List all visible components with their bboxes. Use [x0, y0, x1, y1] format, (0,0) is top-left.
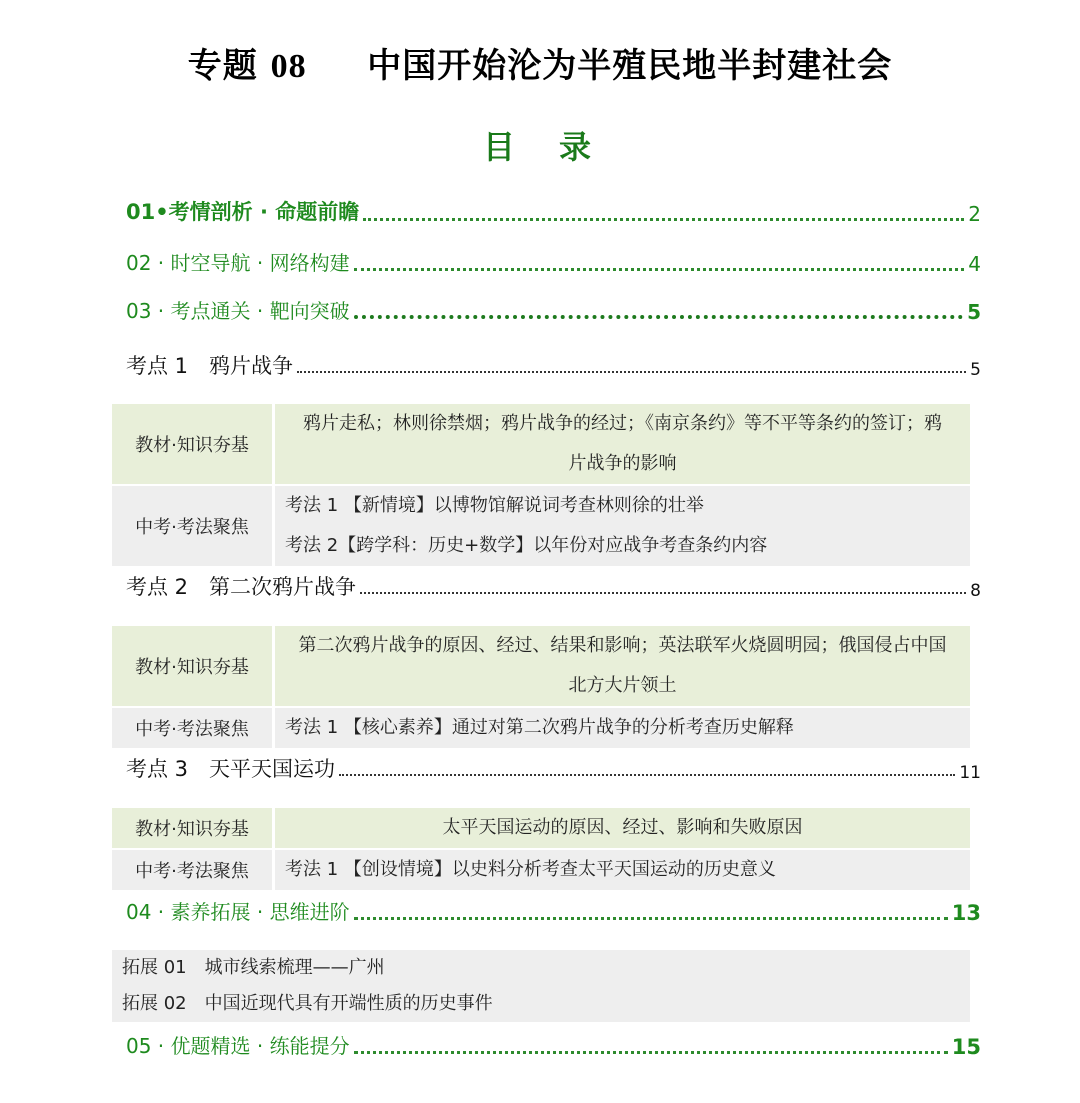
toc-kaodian-1[interactable] [126, 350, 981, 380]
title-text: 中国开始沦为半殖民地半封建社会 [367, 46, 893, 86]
toc-section-page: 2 [968, 202, 981, 226]
kaodian-3-table [112, 806, 970, 892]
toc-section-03[interactable] [126, 294, 981, 324]
toc-section-05[interactable] [126, 1029, 981, 1059]
toc-section-page: 5 [967, 300, 981, 324]
toc-section-01[interactable] [126, 196, 981, 226]
row-content [272, 708, 970, 748]
dot-leader [339, 774, 955, 776]
dot-leader [363, 218, 964, 221]
row-content [272, 808, 970, 848]
row-head: 中考·考法聚焦 [112, 486, 272, 566]
document-title [0, 38, 1080, 87]
table-row [112, 626, 970, 706]
toc-section-04[interactable] [126, 895, 981, 925]
row-head: 中考·考法聚焦 [112, 708, 272, 748]
content-line: 鸦片走私；林则徐禁烟；鸦片战争的经过；《南京条约》等不平等条约的签订；鸦 [303, 413, 942, 434]
toc-section-page: 4 [968, 252, 981, 276]
kaodian-label: 考点 3 天平天国运功 [126, 757, 336, 781]
extension-item-1[interactable]: 拓展 01 城市线索梳理——广州 [122, 957, 385, 978]
toc-section-label: 02 · 时空导航 · 网络构建 [126, 251, 350, 275]
extension-item-2[interactable]: 拓展 02 中国近现代具有开端性质的历史事件 [122, 993, 493, 1014]
title-prefix: 专题 [187, 46, 258, 86]
kaodian-label: 考点 1 鸦片战争 [126, 354, 294, 378]
content-line: 考法 1 【新情境】以博物馆解说词考查林则徐的壮举 [285, 495, 704, 516]
table-row [112, 708, 970, 748]
toc-section-label: 03 · 考点通关 · 靶向突破 [126, 299, 350, 323]
kaodian-page: 11 [959, 763, 981, 783]
title-number: 08 [270, 48, 307, 85]
content-line: 片战争的影响 [568, 453, 677, 474]
toc-kaodian-3[interactable] [126, 753, 981, 783]
table-row [112, 404, 970, 484]
dot-leader [354, 1051, 948, 1054]
content-line: 太平天国运动的原因、经过、影响和失败原因 [442, 817, 803, 838]
content-line: 考法 2【跨学科：历史+数学】以年份对应战争考查条约内容 [285, 535, 768, 556]
row-head: 教材·知识夯基 [112, 404, 272, 484]
toc-section-label: 04 · 素养拓展 · 思维进阶 [126, 900, 350, 924]
row-content [272, 850, 970, 890]
table-row [112, 808, 970, 848]
row-content [272, 404, 970, 484]
toc-section-page: 13 [951, 901, 981, 925]
toc-kaodian-2[interactable] [126, 571, 981, 601]
row-head: 教材·知识夯基 [112, 626, 272, 706]
toc-section-page: 15 [951, 1035, 981, 1059]
dot-leader [360, 592, 966, 594]
section-01-label: 01•考情剖析 · 命题前瞻 [126, 200, 360, 224]
row-content [272, 626, 970, 706]
extension-box [112, 950, 970, 1022]
dot-leader [354, 917, 948, 920]
toc-section-label: 05 · 优题精选 · 练能提分 [126, 1034, 350, 1058]
row-head: 中考·考法聚焦 [112, 850, 272, 890]
toc-section-02[interactable] [126, 246, 981, 276]
row-head: 教材·知识夯基 [112, 808, 272, 848]
table-row [112, 486, 970, 566]
content-line: 考法 1 【核心素养】通过对第二次鸦片战争的分析考查历史解释 [285, 717, 794, 738]
kaodian-page: 8 [970, 581, 981, 601]
kaodian-label: 考点 2 第二次鸦片战争 [126, 575, 357, 599]
toc-section-label [126, 196, 359, 226]
content-line: 考法 1 【创设情境】以史料分析考查太平天国运动的历史意义 [285, 859, 776, 880]
kaodian-1-table [112, 402, 970, 568]
kaodian-page: 5 [970, 360, 981, 380]
dot-leader [354, 268, 965, 271]
dot-leader [297, 371, 966, 373]
toc-heading: 目 录 [482, 128, 597, 166]
row-content [272, 486, 970, 566]
dot-leader [354, 315, 963, 319]
kaodian-2-table [112, 624, 970, 750]
table-row [112, 850, 970, 890]
content-line: 第二次鸦片战争的原因、经过、结果和影响；英法联军火烧圆明园；俄国侵占中国 [298, 635, 947, 656]
content-line: 北方大片领土 [568, 675, 677, 696]
